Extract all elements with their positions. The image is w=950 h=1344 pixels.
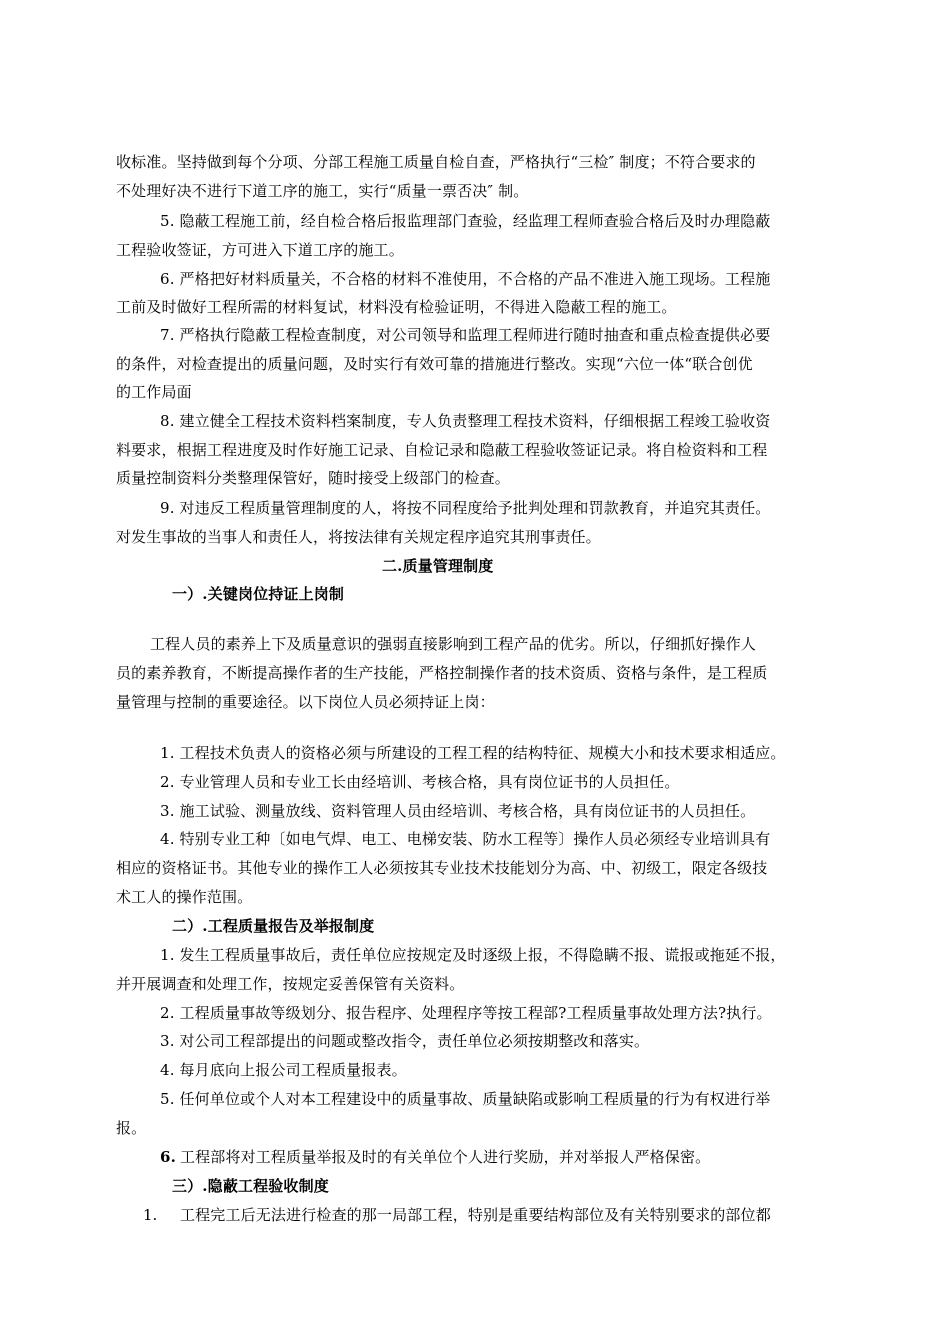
text-line: 不处理好决不进行下道工序的施工，实行“质量一票否决″ 制。 xyxy=(116,182,529,200)
text-line: 的工作局面 xyxy=(116,383,192,401)
text-line: 术工人的操作范围。 xyxy=(116,888,253,906)
text-line: 报。 xyxy=(116,1119,147,1137)
list-number: 1. xyxy=(143,1206,158,1224)
subsection-heading: 一）.关键岗位持证上岗制 xyxy=(172,585,345,603)
list-item: 4. 每月底向上报公司工程质量报表。 xyxy=(160,1061,407,1079)
subsection-heading: 二）.工程质量报告及举报制度 xyxy=(172,917,375,935)
text-line: 对发生事故的当事人和责任人，将按法律有关规定程序追究其刑事责任。 xyxy=(116,528,601,546)
list-item: 2. 专业管理人员和专业工长由经培训、考核合格，具有岗位证书的人员担任。 xyxy=(160,773,680,791)
subsection-heading: 三）.隐蔽工程验收制度 xyxy=(172,1177,329,1195)
text-line: 8. 建立健全工程技术资料档案制度，专人负责整理工程技术资料，仔细根据工程竣工验收资 xyxy=(160,412,771,430)
list-item: 3. 对公司工程部提出的问题或整改指令，责任单位必须按期整改和落实。 xyxy=(160,1032,650,1050)
list-item: 1. 发生工程质量事故后，责任单位应按规定及时逐级上报，不得隐瞒不报、谎报或拖延不报， xyxy=(160,946,786,964)
list-item: 1. 工程技术负责人的资格必须与所建设的工程工程的结构特征、规模大小和技术要求相适应。 xyxy=(160,744,786,762)
list-item: 3. 施工试验、测量放线、资料管理人员由经培训、考核合格，具有岗位证书的人员担任。 xyxy=(160,802,756,820)
text-line: 9. 对违反工程质量管理制度的人，将按不同程度给予批判处理和罚款教育，并追究其责任。 xyxy=(160,499,771,517)
text-line: 工程人员的素养上下及质量意识的强弱直接影响到工程产品的优劣。所以，仔细抓好操作人 xyxy=(150,635,757,653)
text-line: 料要求，根据工程进度及时作好施工记录、自检记录和隐蔽工程验收签证记录。将自检资料和工程 xyxy=(116,441,768,459)
list-item: 工程完工后无法进行检查的那一局部工程，特别是重要结构部位及有关特别要求的部位都 xyxy=(180,1206,771,1224)
list-item: 工程部将对工程质量举报及时的有关单位个人进行奖励，并对举报人严格保密。 xyxy=(180,1148,711,1166)
list-item: 2. 工程质量事故等级划分、报告程序、处理程序等按工程部?工程质量事故处理方法?执行。 xyxy=(160,1004,772,1022)
text-line: 质量控制资料分类整理保管好，随时接受上级部门的检查。 xyxy=(116,469,510,487)
list-item: 4. 特别专业工种〔如电气焊、电工、电梯安装、防水工程等〕操作人员必须经专业培训具有 xyxy=(160,830,771,848)
text-line: 5. 隐蔽工程施工前，经自检合格后报监理部门查验，经监理工程师查验合格后及时办理隐蔽 xyxy=(160,212,771,230)
section-heading: 二.质量管理制度 xyxy=(382,557,494,575)
text-line: 工前及时做好工程所需的材料复试，材料没有检验证明，不得进入隐蔽工程的施工。 xyxy=(116,298,677,316)
text-line: 的条件，对检查提出的质量问题，及时实行有效可靠的措施进行整改。实现“六位一体“联合创优 xyxy=(116,355,753,373)
text-line: 量管理与控制的重要途径。以下岗位人员必须持证上岗： xyxy=(116,693,495,711)
list-number: 6. xyxy=(160,1148,176,1166)
text-line: 工程验收签证，方可进入下道工序的施工。 xyxy=(116,241,404,259)
text-line: 并开展调查和处理工作，按规定妥善保管有关资料。 xyxy=(116,975,465,993)
text-line: 6. 严格把好材料质量关，不合格的材料不准使用，不合格的产品不准进入施工现场。工程施 xyxy=(160,270,771,288)
list-item: 5. 任何单位或个人对本工程建设中的质量事故、质量缺陷或影响工程质量的行为有权进行举 xyxy=(160,1090,771,1108)
text-line: 7. 严格执行隐蔽工程检查制度，对公司领导和监理工程师进行随时抽查和重点检查提供必要 xyxy=(160,326,771,344)
text-line: 相应的资格证书。其他专业的操作工人必须按其专业技术技能划分为高、中、初级工，限定各级技 xyxy=(116,859,768,877)
text-line: 收标准。坚持做到每个分项、分部工程施工质量自检自查，严格执行“三检″ 制度；不符合要求的 xyxy=(116,153,756,171)
text-line: 员的素养教育，不断提高操作者的生产技能，严格控制操作者的技术资质、资格与条件，是工程质 xyxy=(116,664,768,682)
